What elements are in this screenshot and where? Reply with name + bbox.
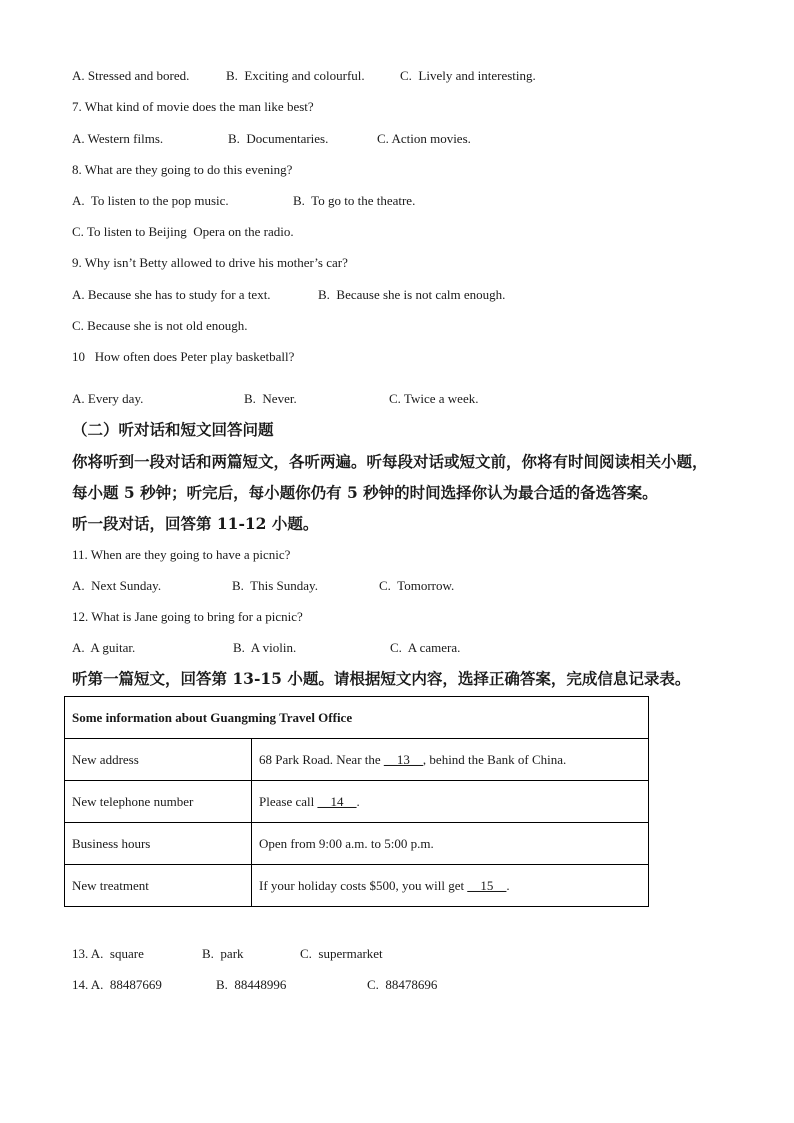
table-header: Some information about Guangming Travel Office (65, 697, 649, 739)
q7-option-c: C. Action movies. (377, 131, 471, 146)
blank-13: __13__ (383, 751, 423, 767)
q13-option-a: 13. A. square (72, 946, 144, 961)
q7-stem: 7. What kind of movie does the man like best? (72, 99, 314, 114)
q10-option-b: B. Never. (244, 391, 297, 406)
q10-stem: 10 How often does Peter play basketball? (72, 349, 295, 364)
q9-option-c: C. Because she is not old enough. (72, 318, 248, 333)
table-header-row (65, 697, 649, 739)
q7-option-a: A. Western films. (72, 131, 164, 146)
q8-stem: 8. What are they going to do this evening? (72, 162, 293, 177)
q8-option-c: C. To listen to Beijing Opera on the radio. (72, 224, 294, 239)
q7-option-b: B. Documentaries. (228, 131, 329, 146)
q14-option-b: B. 88448996 (216, 977, 287, 992)
row-value: Open from 9:00 a.m. to 5:00 p.m. (252, 823, 649, 865)
row-value: Please call __14__. (252, 781, 649, 823)
q12-option-c: C. A camera. (390, 640, 461, 655)
row-label: New address (65, 739, 252, 781)
q11-option-b: B. This Sunday. (232, 578, 318, 593)
q12-option-a: A. A guitar. (72, 640, 136, 655)
q8-option-b: B. To go to the theatre. (293, 193, 416, 208)
q13-option-b: B. park (202, 946, 244, 961)
q8-option-a: A. To listen to the pop music. (72, 193, 229, 208)
q14-option-c: C. 88478696 (367, 977, 438, 992)
q12-stem: 12. What is Jane going to bring for a picnic? (72, 609, 303, 624)
q10-option-c: C. Twice a week. (389, 391, 479, 406)
q6-option-a: A. Stressed and bored. (72, 68, 190, 83)
table-row (65, 739, 649, 781)
q11-stem: 11. When are they going to have a picnic? (72, 547, 291, 562)
q11-option-a: A. Next Sunday. (72, 578, 162, 593)
blank-14: __14__ (317, 793, 357, 809)
q13-option-c: C. supermarket (300, 946, 383, 961)
q6-option-b: B. Exciting and colourful. (226, 68, 365, 83)
section-title: （二）听对话和短文回答问题 (72, 420, 274, 439)
q9-option-a: A. Because she has to study for a text. (72, 287, 271, 302)
row-label: Business hours (65, 823, 252, 865)
section-instructions-line-1: 你将听到一段对话和两篇短文，各听两遍。听每段对话或短文前，你将有时间阅读相关小题， (72, 452, 708, 471)
info-record-table (64, 696, 649, 907)
row-value: If your holiday costs $500, you will get __15__. (252, 865, 649, 907)
table-row (65, 823, 649, 865)
q6-option-c: C. Lively and interesting. (400, 68, 536, 83)
q9-stem: 9. Why isn’t Betty allowed to drive his mother’s car? (72, 255, 348, 270)
q14-option-a: 14. A. 88487669 (72, 977, 162, 992)
row-value: 68 Park Road. Near the __13__, behind the Bank of China. (252, 739, 649, 781)
q10-option-a: A. Every day. (72, 391, 144, 406)
q9-option-b: B. Because she is not calm enough. (318, 287, 506, 302)
section-instructions-line-2: 每小题 5 秒钟；听完后，每小题你仍有 5 秒钟的时间选择你认为最合适的备选答案。 (72, 483, 658, 502)
row-label: New telephone number (65, 781, 252, 823)
dialog-intro: 听一段对话，回答第 11-12 小题。 (72, 514, 319, 533)
q11-option-c: C. Tomorrow. (379, 578, 455, 593)
table-row (65, 781, 649, 823)
blank-15: __15__ (467, 877, 507, 893)
passage-1-intro: 听第一篇短文，回答第 13-15 小题。请根据短文内容，选择正确答案，完成信息记录表。 (72, 669, 691, 688)
q12-option-b: B. A violin. (233, 640, 297, 655)
table-row (65, 865, 649, 907)
row-label: New treatment (65, 865, 252, 907)
